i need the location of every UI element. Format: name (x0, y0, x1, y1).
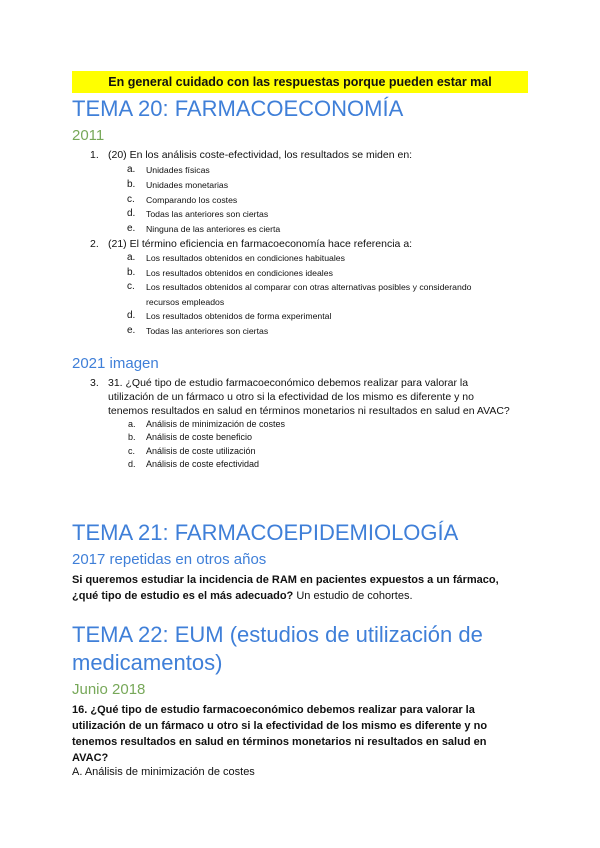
q3-line-2: utilización de un fármaco u otro si la efectividad de los mismo es diferente y no (108, 391, 474, 403)
year-2011-heading: 2011 (72, 127, 105, 144)
q2-option-letter: c. (127, 281, 135, 293)
q1-option-text: Todas las anteriores son ciertas (146, 209, 269, 220)
q3-option-text: Análisis de minimización de costes (146, 419, 286, 429)
q1-option-letter: e. (127, 223, 136, 235)
tema22-question-line-1: 16. ¿Qué tipo de estudio farmacoeconómico debemos realizar para valorar la (72, 704, 475, 716)
tema21-subtitle: 2017 repetidas en otros años (72, 551, 267, 568)
q1-option-letter: d. (127, 208, 136, 220)
q3-option-text: Análisis de coste beneficio (146, 432, 253, 443)
tema22-title-line-1: TEMA 22: EUM (estudios de utilización de (72, 622, 483, 647)
q1-option-letter: a. (127, 164, 136, 175)
warning-banner: En general cuidado con las respuestas porque pueden estar mal (72, 71, 528, 93)
q3-line-1: 31. ¿Qué tipo de estudio farmacoeconómico debemos realizar para valorar la (108, 377, 469, 389)
tema21-question-line-2 (72, 588, 413, 604)
q1-number: 1. (90, 149, 99, 161)
q3-option-letter: b. (128, 432, 136, 443)
q2-number: 2. (90, 238, 99, 250)
tema22-subtitle: Junio 2018 (72, 681, 146, 698)
q3-option-letter: a. (128, 419, 136, 429)
tema21-question-bold: ¿qué tipo de estudio es el más adecuado? (72, 590, 294, 602)
q3-option-text: Análisis de coste utilización (146, 445, 256, 456)
q1-option-text: Unidades físicas (146, 165, 210, 175)
q1-option-text: Comparando los costes (146, 194, 238, 205)
q2-option-text: Los resultados obtenidos al comparar con otras alternativas posibles y considerando (146, 282, 472, 293)
tema22-question-line-2: utilización de un fármaco u otro si la efectividad de los mismo es diferente y no (72, 720, 488, 732)
q2-option-letter: b. (127, 266, 136, 278)
q2-option-letter: e. (127, 325, 136, 336)
tema21-title: TEMA 21: FARMACOEPIDEMIOLOGÍA (72, 520, 459, 545)
q3-number: 3. (90, 377, 99, 389)
tema22-question-line-4: AVAC? (72, 752, 109, 764)
tema22-question-line-3: tenemos resultados en salud en términos monetarios ni resultados en salud en (72, 736, 487, 748)
q1-option-letter: b. (127, 178, 136, 190)
tema21-answer: Un estudio de cohortes. (293, 590, 413, 602)
year-2021-heading: 2021 imagen (72, 355, 159, 372)
q2-option-text: Los resultados obtenidos en condiciones ideales (146, 267, 333, 278)
q2-option-text: Los resultados obtenidos en condiciones habituales (146, 253, 345, 263)
q1-option-text: Unidades monetarias (146, 179, 229, 190)
q2-option-text: Todas las anteriores son ciertas (146, 326, 269, 336)
q2-option-letter: d. (127, 310, 136, 322)
tema22-answer: A. Análisis de minimización de costes (72, 766, 255, 778)
tema20-title: TEMA 20: FARMACOECONOMÍA (72, 96, 404, 121)
q3-line-3: tenemos resultados en salud en términos monetarios ni resultados en salud en AVAC? (108, 405, 510, 417)
q1-option-letter: c. (127, 193, 135, 205)
q2-option-text: recursos empleados (146, 296, 225, 307)
tema21-question-line-1: Si queremos estudiar la incidencia de RAM en pacientes expuestos a un fármaco, (72, 574, 499, 586)
q2-option-text: Los resultados obtenidos de forma experimental (146, 311, 332, 322)
tema22-title-line-2: medicamentos) (72, 650, 223, 675)
q3-option-letter: d. (128, 459, 136, 470)
q3-option-text: Análisis de coste efectividad (146, 459, 260, 470)
q2-option-letter: a. (127, 252, 136, 263)
q1-option-text: Ninguna de las anteriores es cierta (146, 224, 281, 235)
q3-option-letter: c. (128, 445, 136, 456)
q2-text: (21) El término eficiencia en farmacoeconomía hace referencia a: (108, 238, 413, 250)
q1-text: (20) En los análisis coste-efectividad, los resultados se miden en: (108, 149, 413, 161)
